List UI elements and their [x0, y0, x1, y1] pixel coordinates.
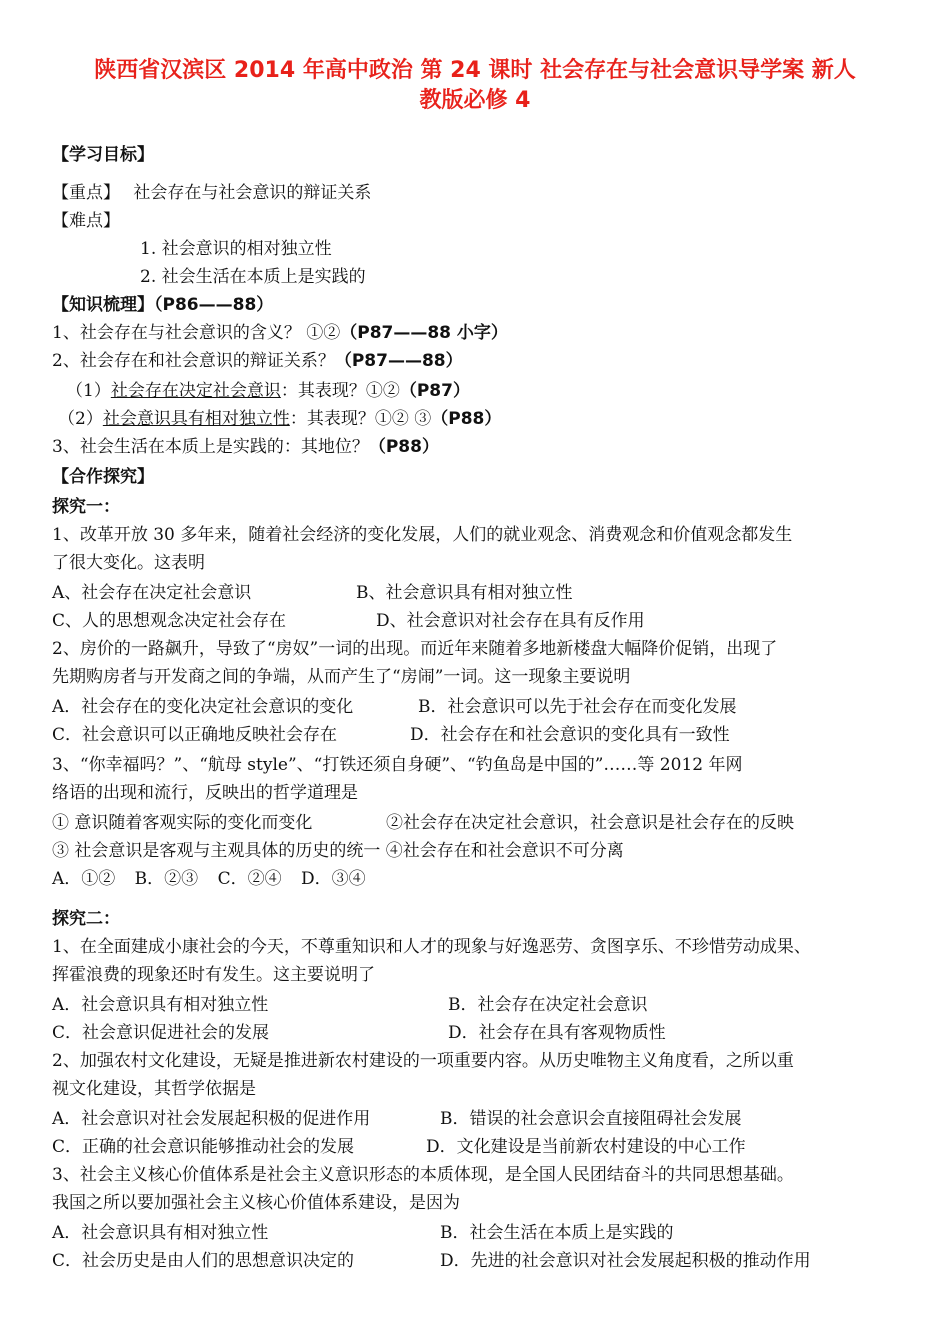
inquiry2-q2-option-a: A．社会意识对社会发展起积极的促进作用	[52, 1109, 371, 1129]
key-point-label: 【重点】	[52, 183, 120, 203]
inquiry2-q3-line2: 我国之所以要加强社会主义核心价值体系建设，是因为	[52, 1193, 460, 1213]
inquiry1-q3-line1: 3、“你幸福吗？”、“航母 style”、“打铁还须自身硬”、“钓鱼岛是中国的”……等 2012 年网	[52, 755, 743, 775]
inquiry1-q1-option-a: A、社会存在决定社会意识	[52, 583, 252, 603]
inquiry2-q3-option-c: C．社会历史是由人们的思想意识决定的	[52, 1251, 355, 1271]
knowledge-q2b-rest: ：其表现？①② ③	[289, 409, 432, 429]
inquiry2-q3-option-a: A．社会意识具有相对独立性	[52, 1223, 269, 1243]
coop-heading: 【合作探究】	[52, 467, 154, 487]
inquiry2-q2-option-c: C．正确的社会意识能够推动社会的发展	[52, 1137, 355, 1157]
inquiry1-q2-option-d: D．社会存在和社会意识的变化具有一致性	[410, 725, 730, 745]
difficult-item-1: 1. 社会意识的相对独立性	[140, 239, 332, 259]
knowledge-q1	[52, 320, 508, 346]
inquiry1-q1-option-d: D、社会意识对社会存在具有反作用	[376, 611, 645, 631]
inquiry2-q3-option-d: D．先进的社会意识对社会发展起积极的推动作用	[440, 1251, 811, 1271]
document-title-line2: 教版必修 4	[419, 88, 531, 113]
knowledge-q2-text: 2、社会存在和社会意识的辩证关系？	[52, 351, 335, 371]
inquiry1-heading: 探究一：	[52, 497, 120, 517]
objectives-heading: 【学习目标】	[52, 145, 154, 165]
inquiry1-q2-option-a: A．社会存在的变化决定社会意识的变化	[52, 697, 354, 717]
inquiry1-q2-line1: 2、房价的一路飙升，导致了“房奴”一词的出现。而近年来随着多地新楼盘大幅降价促销，出现了	[52, 639, 778, 659]
inquiry1-q1-line1: 1、改革开放 30 多年来，随着社会经济的变化发展，人们的就业观念、消费观念和价值观念都发生	[52, 525, 793, 545]
inquiry1-q1-option-b: B、社会意识具有相对独立性	[356, 583, 573, 603]
inquiry1-q3-options: A．①② B．②③ C．②④ D．③④	[52, 869, 366, 889]
inquiry1-q3-line2: 络语的出现和流行，反映出的哲学道理是	[52, 783, 358, 803]
knowledge-q2a-rest: ：其表现？①②	[280, 381, 400, 401]
inquiry1-q2-line2: 先期购房者与开发商之间的争端，从而产生了“房闹”一词。这一现象主要说明	[52, 667, 631, 687]
inquiry1-q2-option-b: B．社会意识可以先于社会存在而变化发展	[418, 697, 737, 717]
inquiry2-q1-option-c: C．社会意识促进社会的发展	[52, 1023, 270, 1043]
inquiry2-q3-line1: 3、社会主义核心价值体系是社会主义意识形态的本质体现，是全国人民团结奋斗的共同思想基础。	[52, 1165, 794, 1185]
inquiry2-q1-option-b: B．社会存在决定社会意识	[448, 995, 648, 1015]
knowledge-q2a-ref: （P87）	[399, 381, 470, 401]
document-title-line1: 陕西省汉滨区 2014 年高中政治 第 24 课时 社会存在与社会意识导学案 新人	[94, 58, 856, 83]
knowledge-q2b-prefix: （2）	[58, 409, 103, 429]
inquiry1-q3-statement-3: ③ 社会意识是客观与主观具体的历史的统一 ④社会存在和社会意识不可分离	[52, 841, 624, 861]
key-point	[52, 180, 371, 206]
knowledge-q2a-prefix: （1）	[66, 381, 111, 401]
knowledge-q3-ref: （P88）	[368, 437, 439, 457]
knowledge-q2a	[66, 378, 470, 404]
inquiry1-q3-statement-2: ②社会存在决定社会意识，社会意识是社会存在的反映	[386, 813, 794, 833]
inquiry2-q2-line1: 2、加强农村文化建设，无疑是推进新农村建设的一项重要内容。从历史唯物主义角度看，之所以重	[52, 1051, 794, 1071]
knowledge-q2-ref: （P87——88）	[334, 351, 463, 371]
knowledge-q2b-ref: （P88）	[431, 409, 502, 429]
inquiry2-q1-option-a: A．社会意识具有相对独立性	[52, 995, 269, 1015]
inquiry1-q2-option-c: C．社会意识可以正确地反映社会存在	[52, 725, 338, 745]
inquiry2-q1-line2: 挥霍浪费的现象还时有发生。这主要说明了	[52, 965, 375, 985]
knowledge-q2	[52, 348, 463, 374]
inquiry1-q1-line2: 了很大变化。这表明	[52, 553, 205, 573]
difficult-label: 【难点】	[52, 211, 120, 231]
inquiry2-q2-option-b: B．错误的社会意识会直接阻碍社会发展	[440, 1109, 742, 1129]
knowledge-q3-text: 3、社会生活在本质上是实践的：其地位？	[52, 437, 369, 457]
knowledge-q2b	[58, 406, 501, 432]
inquiry2-q2-line2: 视文化建设，其哲学依据是	[52, 1079, 256, 1099]
inquiry2-q3-option-b: B．社会生活在本质上是实践的	[440, 1223, 674, 1243]
knowledge-q2b-underlined: 社会意识具有相对独立性	[102, 409, 290, 429]
knowledge-heading-pages: （P86——88）	[154, 295, 274, 315]
knowledge-q2a-underlined: 社会存在决定社会意识	[110, 381, 281, 401]
knowledge-heading-label: 【知识梳理】	[52, 295, 154, 315]
knowledge-heading	[52, 292, 273, 318]
knowledge-q1-text: 1、社会存在与社会意识的含义？ ①②	[52, 323, 341, 343]
inquiry2-q1-line1: 1、在全面建成小康社会的今天，不尊重知识和人才的现象与好逸恶劳、贪图享乐、不珍惜劳动成果、	[52, 937, 811, 957]
knowledge-q1-ref: （P87——88 小字）	[340, 323, 508, 343]
inquiry2-q1-option-d: D．社会存在具有客观物质性	[448, 1023, 666, 1043]
inquiry2-heading: 探究二：	[52, 909, 120, 929]
knowledge-q3	[52, 434, 439, 460]
inquiry2-q2-option-d: D．文化建设是当前新农村建设的中心工作	[426, 1137, 746, 1157]
key-point-text: 社会存在与社会意识的辩证关系	[133, 183, 372, 203]
difficult-item-2: 2. 社会生活在本质上是实践的	[140, 267, 366, 287]
inquiry1-q3-statement-1: ① 意识随着客观实际的变化而变化	[52, 813, 313, 833]
inquiry1-q1-option-c: C、人的思想观念决定社会存在	[52, 611, 287, 631]
